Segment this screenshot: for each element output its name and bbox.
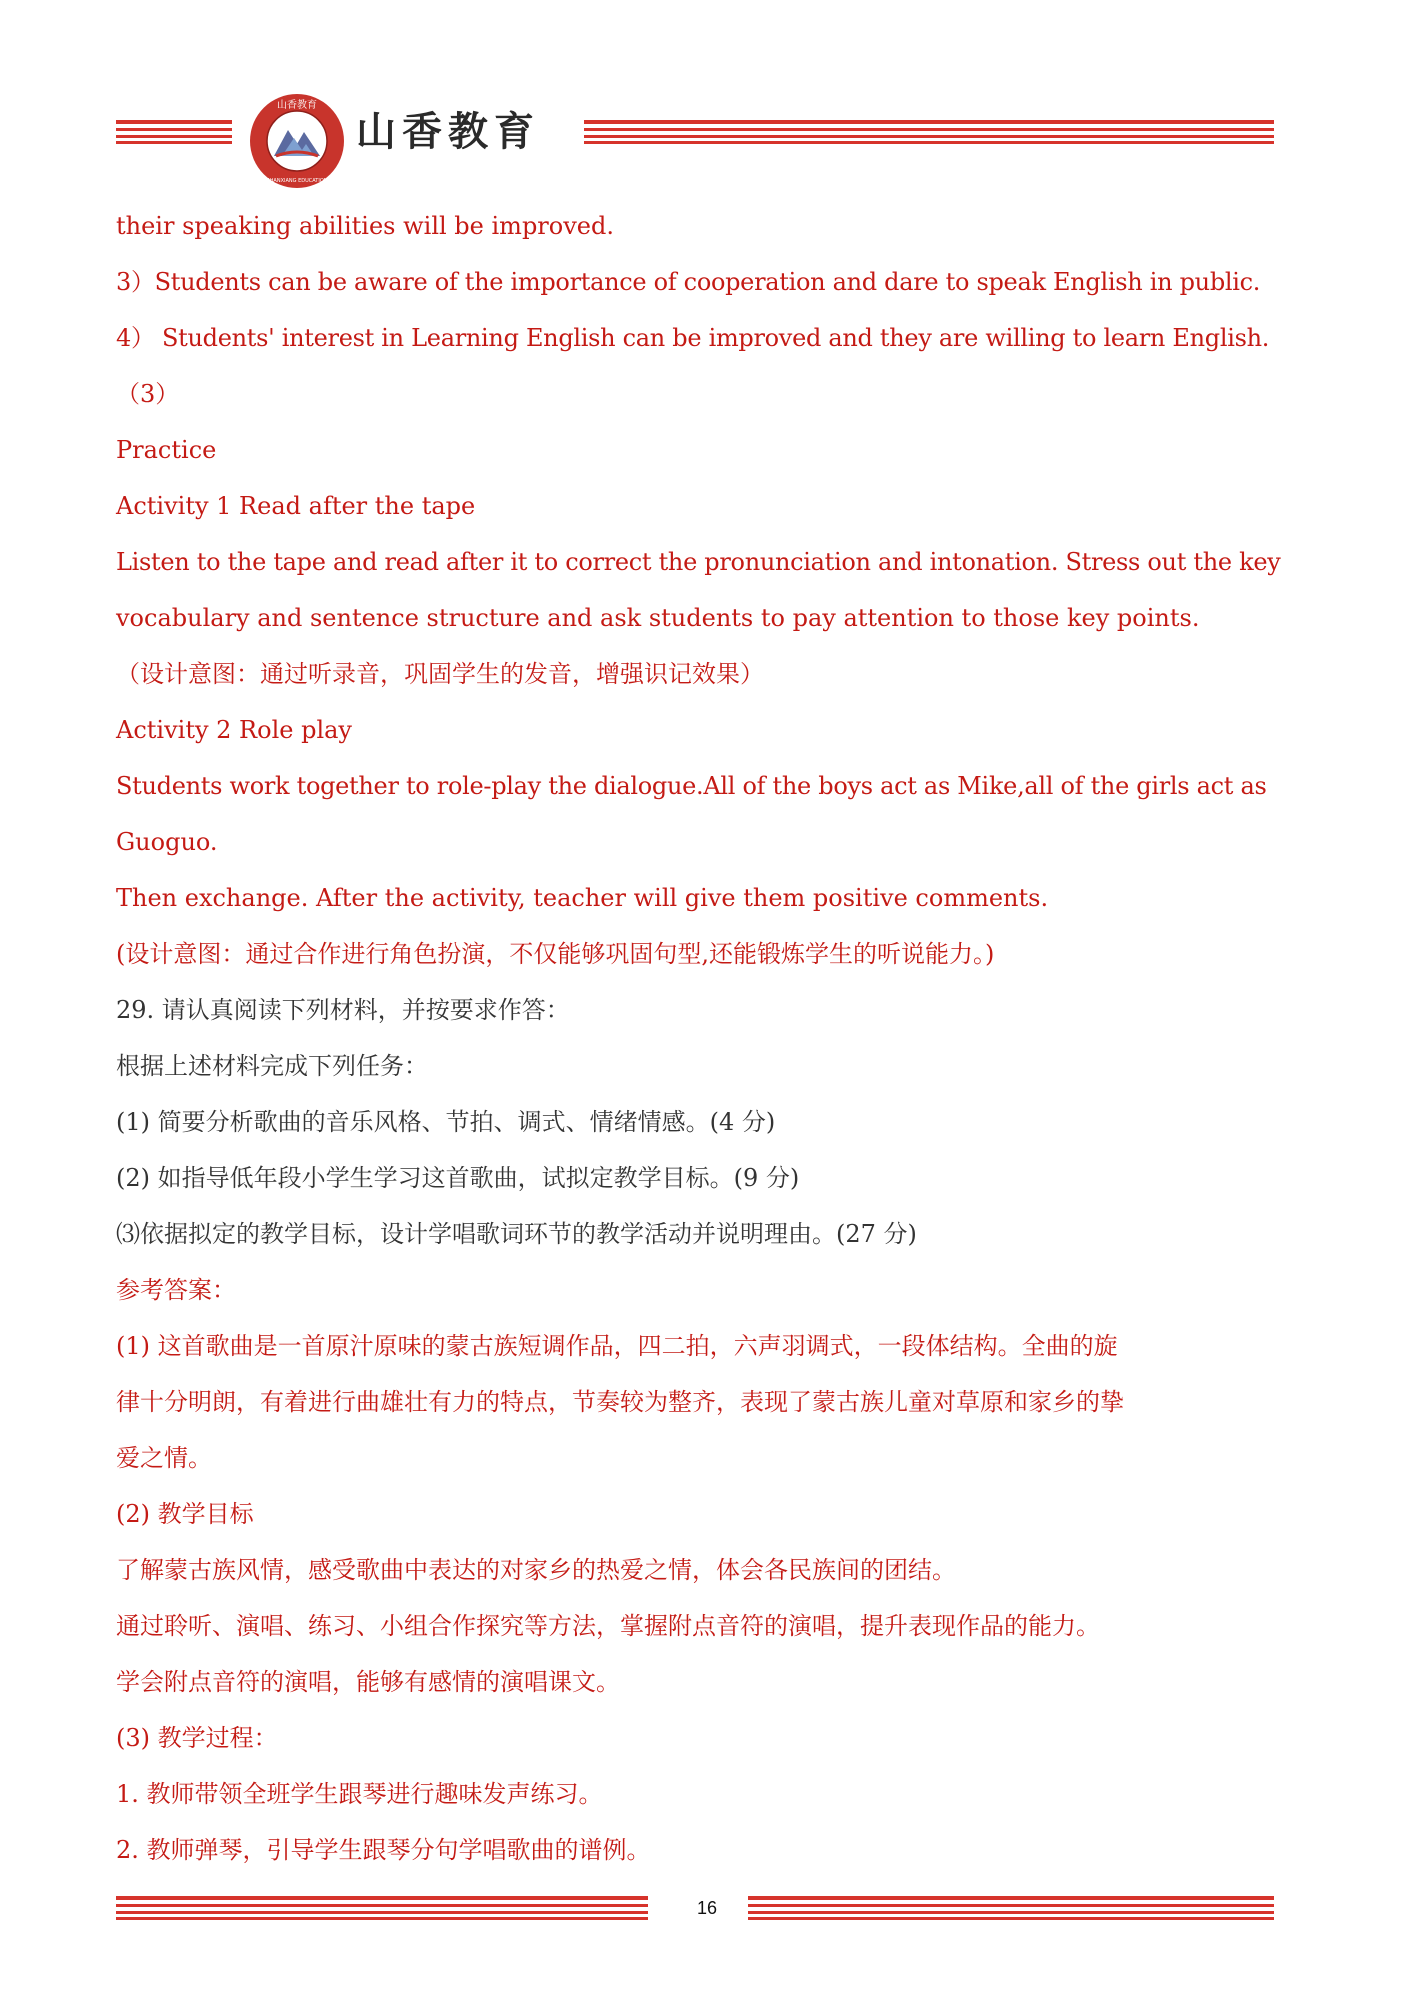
activity-title: Activity 2 Role play <box>116 716 352 744</box>
text-line: 4） Students' interest in Learning English can be improved and they are willing to learn English. <box>116 324 1270 352</box>
question-title: 29. 请认真阅读下列材料，并按要求作答： <box>116 996 570 1024</box>
text-line: vocabulary and sentence structure and ask students to pay attention to those key points. <box>116 604 1200 632</box>
question-item: ⑶依据拟定的教学目标，设计学唱歌词环节的教学活动并说明理由。(27 分) <box>116 1220 917 1248</box>
question-item: (2) 如指导低年段小学生学习这首歌曲，试拟定教学目标。(9 分) <box>116 1164 800 1192</box>
logo-text: 山香教育 <box>277 100 317 111</box>
text-line: （3） <box>116 380 180 408</box>
design-intent: (设计意图：通过合作进行角色扮演，不仅能够巩固句型,还能锻炼学生的听说能力。) <box>116 940 995 968</box>
header-stripes-left <box>116 120 232 144</box>
answer-text: 通过聆听、演唱、练习、小组合作探究等方法，掌握附点音符的演唱，提升表现作品的能力。 <box>116 1612 1100 1640</box>
header-stripes-right <box>584 120 1274 144</box>
answer-text: 2. 教师弹琴，引导学生跟琴分句学唱歌曲的谱例。 <box>116 1836 651 1864</box>
question-text: 根据上述材料完成下列任务： <box>116 1052 428 1080</box>
answer-text: 爱之情。 <box>116 1444 212 1472</box>
answer-text: 律十分明朗，有着进行曲雄壮有力的特点，节奏较为整齐，表现了蒙古族儿童对草原和家乡的挚 <box>116 1388 1124 1416</box>
answer-subheading: (2) 教学目标 <box>116 1500 254 1528</box>
answer-text: 1. 教师带领全班学生跟琴进行趣味发声练习。 <box>116 1780 603 1808</box>
brand-name: 山香教育 <box>356 109 540 155</box>
brand-logo <box>248 92 346 190</box>
document-body <box>116 198 1316 1878</box>
answer-text: 学会附点音符的演唱，能够有感情的演唱课文。 <box>116 1668 620 1696</box>
answer-text: (1) 这首歌曲是一首原汁原味的蒙古族短调作品，四二拍，六声羽调式，一段体结构。全曲的旋 <box>116 1332 1118 1360</box>
answer-heading: 参考答案： <box>116 1276 236 1304</box>
answer-subheading: (3) 教学过程： <box>116 1724 278 1752</box>
logo-subtext: SHANXIANG EDUCATION <box>266 178 328 184</box>
text-line: Listen to the tape and read after it to correct the pronunciation and intonation. Stress out the key <box>116 548 1281 576</box>
footer-stripes-left <box>116 1896 648 1920</box>
text-line: Then exchange. After the activity, teacher will give them positive comments. <box>116 884 1049 912</box>
page-number: 16 <box>696 1898 718 1918</box>
text-line: their speaking abilities will be improved. <box>116 212 614 240</box>
text-line: 3）Students can be aware of the importance of cooperation and dare to speak English in public. <box>116 268 1261 296</box>
question-item: (1) 简要分析歌曲的音乐风格、节拍、调式、情绪情感。(4 分) <box>116 1108 776 1136</box>
design-intent: （设计意图：通过听录音，巩固学生的发音，增强识记效果） <box>116 660 764 688</box>
text-line: Guoguo. <box>116 828 218 856</box>
section-heading: Practice <box>116 436 217 464</box>
answer-text: 了解蒙古族风情，感受歌曲中表达的对家乡的热爱之情，体会各民族间的团结。 <box>116 1556 956 1584</box>
footer-stripes-right <box>748 1896 1274 1920</box>
text-line: Students work together to role-play the dialogue.All of the boys act as Mike,all of the girls act as <box>116 772 1267 800</box>
activity-title: Activity 1 Read after the tape <box>116 492 476 520</box>
